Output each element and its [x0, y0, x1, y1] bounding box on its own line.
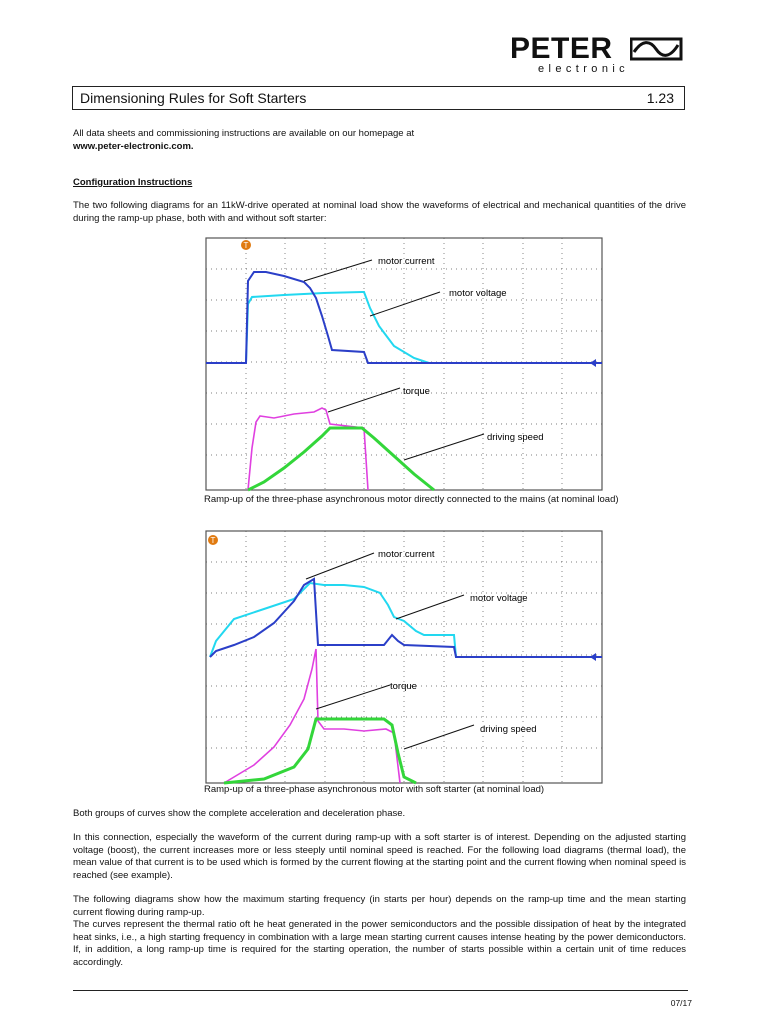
section-number: 1.23 — [646, 90, 674, 106]
intro-line: All data sheets and commissioning instructions are available on our homepage at — [73, 128, 415, 139]
logo-wordmark: PETER — [510, 32, 613, 65]
homepage-link[interactable]: www.peter-electronic.com. — [73, 140, 194, 152]
label-driving-speed: driving speed — [480, 724, 537, 735]
label-motor-voltage: motor voltage — [449, 288, 507, 299]
label-torque: torque — [403, 386, 430, 397]
config-heading: Configuration Instructions — [73, 177, 193, 188]
svg-text:T: T — [210, 536, 216, 545]
paragraph-frequency: The following diagrams show how the maximum starting frequency (in starts per hour) depends on the ramp-up time and the mean starting current flowing during ramp-up. — [73, 894, 686, 918]
paragraph-thermal: The curves represent the thermal ratio oft he heat generated in the power semiconductors and the possible dissipation of heat by the integrated heat sinks, i.e., a high starting frequency in combination with a large mean starting current causes intense heating by the power demiconductors. If, in addition, a long ramp-up time is required for the starting operation, the number of starts possible within a certain unit of time reduces accordingly. — [73, 919, 686, 968]
oscillogram-direct-start — [204, 236, 604, 492]
section-heading — [73, 177, 686, 190]
intro-text — [73, 128, 686, 153]
document-title-box — [72, 86, 685, 110]
figure-caption-2: Ramp-up of a three-phase asynchronous motor with soft starter (at nominal load) — [204, 784, 545, 795]
paragraph-current: In this connection, especially the waveform of the current during ramp-up with a soft starter is of interest. Depending on the adjusted starting voltage (boost), the current increases more or less steeply until nominal speed is reached. For the following load diagrams (thermal load), the mean value of that current is to be used which is formed by the current flowing at the starting point and the current flowing when nominal speed is reached (see example). — [73, 832, 686, 881]
page-number: 07/17 — [670, 998, 692, 1008]
oscillogram-soft-start — [204, 529, 604, 785]
config-paragraph: The two following diagrams for an 11kW-drive operated at nominal load show the waveforms of electrical and mechanical quantities of the drive during the ramp-up phase, both with and without soft starter: — [73, 200, 686, 224]
logo-wave-icon — [630, 36, 684, 62]
label-motor-current: motor current — [378, 549, 435, 560]
logo-subtitle: electronic — [538, 63, 630, 75]
label-driving-speed: driving speed — [487, 432, 544, 443]
footer-divider — [73, 990, 688, 991]
label-torque: torque — [390, 681, 417, 692]
paragraph-curves: Both groups of curves show the complete acceleration and deceleration phase. — [73, 808, 406, 819]
company-logo — [508, 34, 686, 76]
trigger-marker-icon — [241, 240, 251, 250]
label-motor-voltage: motor voltage — [470, 593, 528, 604]
svg-text:T: T — [243, 241, 249, 250]
figure-caption-1: Ramp-up of the three-phase asynchronous motor directly connected to the mains (at nominal load) — [204, 494, 619, 505]
document-title: Dimensioning Rules for Soft Starters — [80, 90, 307, 106]
label-motor-current: motor current — [378, 256, 435, 267]
trigger-marker-icon — [208, 535, 218, 545]
